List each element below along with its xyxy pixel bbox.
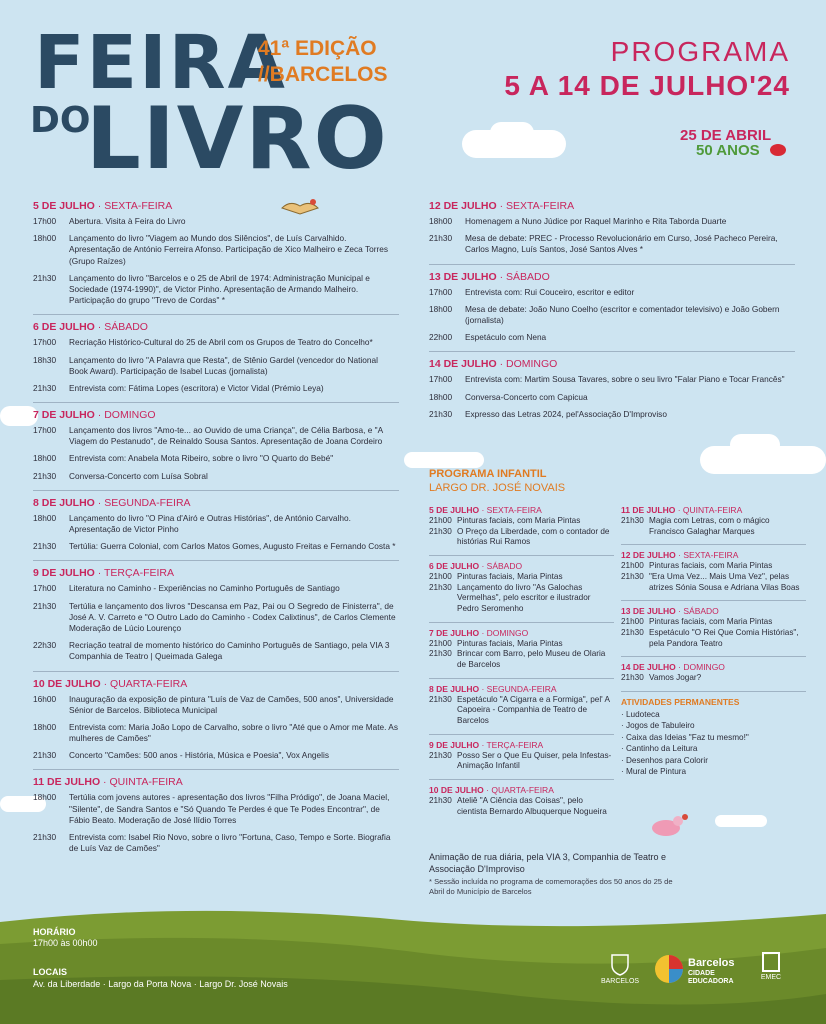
event-time: 18h00 (33, 233, 57, 244)
event-time: 21h00 (429, 571, 452, 581)
day-block (33, 678, 399, 762)
day-block (621, 606, 806, 649)
partner-barcelos-label: BARCELOS (600, 978, 640, 985)
day-block (429, 505, 614, 548)
event-time: 17h00 (33, 425, 57, 436)
day-weekday: · QUINTA-FEIRA (103, 776, 183, 789)
day-block (429, 684, 614, 727)
day-weekday: · TERÇA-FEIRA (97, 567, 175, 580)
event-time: 21h30 (621, 627, 644, 637)
event-time: 18h00 (429, 391, 453, 402)
footnote: * Sessão incluída no programa de comemorações dos 50 anos do 25 de Abril do Município de Barcelos (429, 877, 673, 897)
event-description: Entrevista com: Fátima Lopes (escritora) e Victor Vidal (Prémio Leya) (69, 382, 324, 393)
event-item (33, 471, 399, 482)
divider (33, 560, 399, 561)
program-right-column (429, 200, 795, 428)
event-item (33, 383, 399, 394)
day-date: 14 DE JULHO (621, 662, 676, 673)
day-date: 7 DE JULHO (429, 627, 480, 638)
day-weekday: · SEGUNDA-FEIRA (97, 496, 191, 509)
event-description: Homenagem a Nuno Júdice por Raquel Marinho e Rita Taborda Duarte (465, 216, 727, 226)
abril-logo-line1: 25 DE ABRIL (680, 127, 772, 144)
event-description: Ateliê "A Ciência das Coisas", pelo cientista Bernardo Albuquerque Nogueira (457, 795, 607, 816)
event-time: 21h30 (429, 649, 452, 659)
event-item (33, 832, 399, 854)
event-time: 21h30 (429, 582, 452, 592)
event-time: 21h00 (621, 561, 644, 571)
cidade-educadora-icon (654, 954, 684, 984)
event-time: 22h00 (429, 332, 453, 343)
event-item (429, 287, 795, 298)
day-date: 12 DE JULHO (621, 550, 676, 561)
day-block (429, 561, 614, 615)
event-item (429, 639, 614, 650)
day-weekday: · SÁBADO (97, 321, 148, 334)
event-time: 21h30 (33, 600, 57, 611)
event-time: 21h30 (429, 526, 452, 536)
day-weekday: · DOMINGO (97, 409, 156, 422)
event-time: 21h30 (621, 673, 644, 683)
day-weekday: · DOMINGO (499, 358, 558, 371)
day-date: 11 DE JULHO (33, 776, 101, 789)
green-ground-decoration (0, 884, 826, 1024)
horario-label: HORÁRIO (33, 927, 76, 937)
permanent-activity-item: · Mural de Pintura (621, 767, 687, 777)
day-weekday: · SÁBADO (678, 606, 719, 617)
event-item (33, 355, 399, 377)
day-block (33, 409, 399, 482)
municipal-crest-icon (609, 952, 631, 976)
event-time: 18h00 (33, 512, 57, 523)
event-description: Tertúlia e lançamento dos livros "Descansa em Paz, Pai ou O Segredo de Finisterra", de José A. V. Carreto e "O Outro Lado do Caminho - Codex Calixtinus", de Carlos Clemente Moderação de Lúcio Lourenço (69, 600, 396, 633)
day-block (33, 321, 399, 394)
event-time: 21h30 (33, 470, 57, 481)
event-time: 17h00 (429, 374, 453, 385)
event-item (33, 640, 399, 662)
day-heading (429, 628, 614, 638)
event-item (33, 792, 399, 826)
divider (621, 600, 806, 601)
permanent-activities-title: ATIVIDADES PERMANENTES (621, 696, 740, 707)
event-description: Vamos Jogar? (649, 673, 702, 683)
event-description: Tertúlia com jovens autores - apresentação dos livros "Filha Pródigo", de Joana Maciel, "Silente", de Sandra Santos e "Só Quando Te Perdes é que Te Podes Encontrar", de Fábio Beato. Moderação de José Ilídio Torres (69, 792, 390, 825)
partner-cidade-line3: EDUCADORA (688, 978, 734, 985)
divider (429, 264, 795, 265)
event-description: Espetáculo "A Cigarra e a Formiga", pel' A Capoeira - Companhia de Teatro de Barcelos (457, 694, 610, 725)
event-item (621, 673, 806, 684)
event-description: Abertura. Visita à Feira do Livro (69, 216, 186, 226)
event-description: Entrevista com: Anabela Mota Ribeiro, sobre o livro "O Quarto do Bebé" (69, 453, 334, 464)
event-description: Lançamento dos livros "Amo-te... ao Ouvido de uma Criança", de Célia Barbosa, e "A Viagem do Pestanudo", de Reinaldo Sousa Santos. Apresentação de Joana Cordeiro (69, 425, 383, 447)
day-heading (621, 550, 806, 560)
event-item (429, 233, 795, 255)
divider (429, 622, 614, 623)
event-time: 16h00 (33, 693, 57, 704)
event-description: Conversa-Concerto com Luísa Sobral (69, 470, 208, 481)
event-time: 21h30 (429, 694, 452, 704)
divider (33, 314, 399, 315)
event-time: 21h30 (621, 516, 644, 525)
day-heading (429, 561, 614, 571)
divider (429, 734, 614, 735)
event-time: 21h30 (429, 408, 453, 419)
day-block (429, 740, 614, 772)
day-heading (429, 358, 795, 370)
day-block (33, 776, 399, 854)
event-time: 21h30 (429, 233, 453, 244)
event-description: Lançamento do livro "As Galochas Vermelhas", pelo escritor e ilustrador Pedro Seromenho (457, 582, 591, 613)
barcelos-municipality-logo (596, 952, 644, 985)
day-heading (429, 200, 795, 212)
divider (621, 544, 806, 545)
day-date: 8 DE JULHO (33, 496, 95, 509)
event-time: 21h30 (33, 382, 57, 393)
event-description: Lançamento do livro "O Pina d'Airó e Outras Histórias", de António Carvalho. Apresentação de Victor Pinho (69, 512, 351, 534)
event-description: Espetáculo "O Rei Que Comia Histórias", pela Pandora Teatro (649, 627, 799, 648)
edition-label: 41ª EDIÇÃO (258, 37, 377, 60)
day-weekday: · QUARTA-FEIRA (486, 784, 554, 795)
cloud-decoration (715, 815, 767, 827)
permanent-activity-item: · Ludoteca (621, 709, 660, 719)
event-time: 21h30 (33, 272, 57, 283)
permanent-activity-item: · Desenhos para Colorir (621, 755, 708, 765)
permanent-activity-item: · Jogos de Tabuleiro (621, 721, 695, 731)
day-block (33, 567, 399, 662)
event-item (429, 374, 795, 385)
horario-value: 17h00 às 00h00 (33, 938, 98, 948)
cloud-decoration (730, 434, 780, 456)
event-description: Lançamento do livro "A Palavra que Resta", de Stênio Gardel (vencedor do National Book Award). Participação de Isabel Lucas (jornalista) (69, 354, 378, 376)
divider (429, 678, 614, 679)
day-block (429, 200, 795, 256)
event-time: 18h00 (429, 216, 453, 226)
program-left-column (33, 200, 399, 862)
event-description: Tertúlia: Guerra Colonial, com Carlos Matos Gomes, Augusto Freitas e Fernando Costa * (69, 541, 396, 552)
event-item (33, 513, 399, 535)
event-item (429, 392, 795, 403)
event-description: Expresso das Letras 2024, pel'Associação D'Improviso (465, 408, 667, 419)
edition-location: //BARCELOS (258, 63, 388, 87)
locais-label: LOCAIS (33, 967, 68, 977)
abril-logo-line2: 50 ANOS (696, 142, 760, 159)
event-description: Entrevista com: Maria João Lopo de Carvalho, sobre o livro "Até que o Amor me Mate. As mulheres de Camões" (69, 721, 398, 744)
edition-block (258, 36, 388, 89)
event-item (429, 695, 614, 727)
day-heading (429, 740, 614, 750)
divider (429, 351, 795, 352)
event-item (621, 628, 806, 649)
day-heading (621, 606, 806, 616)
event-item (429, 527, 614, 548)
locais-value: Av. da Liberdade · Largo da Porta Nova · Largo Dr. José Novais (33, 979, 288, 989)
event-time: 21h30 (621, 571, 644, 581)
event-description: Magia com Letras, com o mágico Francisco Galaghar Marques (649, 516, 770, 536)
event-description: Pinturas faciais, Maria Pintas (457, 638, 563, 648)
divider (33, 490, 399, 491)
day-weekday: · SEGUNDA-FEIRA (481, 683, 557, 694)
event-time: 21h30 (429, 795, 452, 805)
event-item (429, 332, 795, 343)
infantil-column-a (429, 505, 614, 824)
event-description: Pinturas faciais, Maria Pintas (457, 571, 563, 581)
partner-cidade-line2: CIDADE (688, 970, 715, 977)
event-description: Posso Ser o Que Eu Quiser, pela Infestas-Animação Infantil (457, 750, 612, 771)
day-date: 11 DE JULHO (621, 505, 676, 515)
event-description: Mesa de debate: João Nuno Coelho (escritor e comentador televisivo) e João Gobern (jornalista) (465, 303, 780, 325)
event-item (429, 572, 614, 583)
day-heading (429, 271, 795, 283)
day-block (33, 497, 399, 553)
divider (429, 779, 614, 780)
carnation-icon (770, 144, 786, 156)
day-date: 10 DE JULHO (429, 784, 484, 795)
partner-cidade-line1: Barcelos (688, 957, 735, 969)
day-weekday: · SÁBADO (499, 270, 550, 283)
event-description: Inauguração da exposição de pintura "Luís de Vaz de Camões, 500 anos", Universidade Sénior de Barcelos. Biblioteca Municipal (69, 693, 394, 715)
day-weekday: · SEXTA-FEIRA (499, 200, 575, 212)
day-block (429, 628, 614, 671)
logo-title-feira: FEIRA (34, 20, 287, 106)
day-weekday: · SEXTA-FEIRA (97, 200, 173, 212)
event-item (33, 541, 399, 552)
day-heading (33, 678, 399, 690)
event-time: 21h00 (429, 638, 452, 648)
day-heading (621, 505, 806, 515)
event-time: 18h00 (33, 792, 57, 803)
event-time: 21h00 (621, 617, 644, 627)
divider (33, 671, 399, 672)
cloud-decoration (490, 122, 534, 144)
logo-title-livro: LIVRO (86, 89, 389, 189)
logo-title-do: DO (30, 100, 91, 141)
event-time: 17h00 (33, 216, 57, 226)
day-date: 9 DE JULHO (33, 567, 95, 580)
day-date: 6 DE JULHO (429, 560, 480, 571)
event-item (33, 337, 399, 348)
event-description: Pinturas faciais, com Maria Pintas (649, 617, 773, 627)
divider (429, 555, 614, 556)
day-block (429, 785, 614, 817)
day-date: 9 DE JULHO (429, 739, 480, 750)
event-item (33, 694, 399, 716)
event-time: 17h00 (33, 337, 57, 348)
permanent-activity-item: · Caixa das Ideias "Faz tu mesmo!" (621, 732, 749, 742)
divider (621, 691, 806, 692)
infantil-column-b (621, 505, 806, 778)
event-item (33, 601, 399, 635)
street-animation-note: Animação de rua diária, pela VIA 3, Companhia de Teatro e Associação D'Improviso (429, 852, 666, 874)
programa-heading: PROGRAMA (610, 36, 790, 67)
infantil-title: PROGRAMA INFANTIL (429, 468, 547, 480)
event-time: 21h30 (33, 750, 57, 761)
event-time: 21h30 (33, 832, 57, 842)
event-item (33, 216, 399, 227)
event-description: Entrevista com: Isabel Rio Novo, sobre o livro "Fortuna, Caso, Tempo e Sorte. Biografia de Luís Vaz de Camões" (69, 832, 391, 854)
day-block (621, 505, 806, 537)
divider (621, 656, 806, 657)
book-bird-icon (648, 812, 690, 840)
day-date: 13 DE JULHO (621, 606, 676, 617)
event-item (429, 304, 795, 326)
day-weekday: · TERÇA-FEIRA (481, 739, 544, 750)
day-date: 7 DE JULHO (33, 409, 95, 422)
event-description: Entrevista com: Rui Couceiro, escritor e editor (465, 286, 635, 297)
event-time: 21h00 (429, 516, 452, 525)
event-item (429, 796, 614, 817)
day-heading (33, 409, 399, 421)
day-heading (429, 785, 614, 795)
partner-emec-label: EMEC (760, 974, 782, 981)
event-description: Entrevista com: Martim Sousa Tavares, sobre o seu livro "Falar Piano e Tocar Francês" (465, 374, 785, 385)
day-heading (33, 567, 399, 579)
day-heading (33, 776, 399, 788)
divider (33, 769, 399, 770)
event-time: 21h30 (429, 750, 452, 760)
event-description: Pinturas faciais, com Maria Pintas (457, 516, 581, 525)
event-time: 18h00 (33, 721, 57, 732)
day-heading (33, 321, 399, 333)
event-time: 22h30 (33, 640, 57, 651)
event-item (429, 409, 795, 420)
day-weekday: · DOMINGO (678, 662, 725, 673)
abril-50-logo (680, 128, 771, 158)
event-description: Literatura no Caminho - Experiências no Caminho Português de Santiago (69, 583, 340, 594)
event-description: Pinturas faciais, com Maria Pintas (649, 561, 773, 571)
day-block (429, 271, 795, 344)
day-weekday: · DOMINGO (481, 627, 529, 638)
infantil-subtitle: LARGO DR. JOSÉ NOVAIS (429, 481, 566, 494)
event-description: O Preço da Liberdade, com o contador de histórias Rui Ramos (457, 526, 610, 547)
event-item (429, 751, 614, 772)
day-heading (33, 497, 399, 509)
event-description: "Era Uma Vez... Mais Uma Vez", pelas atrizes Sónia Sousa e Adriana Vilas Boas (649, 571, 800, 592)
day-date: 6 DE JULHO (33, 321, 95, 334)
event-description: Recriação Histórico-Cultural do 25 de Abril com os Grupos de Teatro do Concelho* (69, 337, 373, 348)
day-block (429, 358, 795, 420)
event-item (429, 649, 614, 670)
day-heading (429, 684, 614, 694)
day-date: 10 DE JULHO (33, 677, 101, 690)
day-block (621, 550, 806, 593)
day-date: 5 DE JULHO (429, 505, 480, 515)
event-time: 18h30 (33, 354, 57, 365)
programa-dates: 5 A 14 DE JULHO'24 (504, 70, 790, 101)
event-item (33, 425, 399, 447)
event-item (621, 516, 806, 537)
event-time: 18h00 (429, 303, 453, 314)
event-description: Recriação teatral de momento histórico do Caminho Português de Santiago, pela VIA 3 Companhia de Teatro | Queimada Galega (69, 640, 390, 662)
infantil-heading (429, 468, 565, 496)
emec-icon (762, 952, 780, 972)
day-date: 13 DE JULHO (429, 270, 497, 283)
event-description: Mesa de debate: PREC - Processo Revolucionário em Curso, José Pacheco Pereira, Carlos Magno, Luís Santos, José Santos Alves * (465, 233, 778, 255)
emec-logo (756, 952, 786, 981)
event-time: 17h00 (33, 583, 57, 594)
day-weekday: · QUARTA-FEIRA (103, 677, 188, 690)
event-item (33, 233, 399, 267)
event-item (33, 583, 399, 594)
day-heading (621, 662, 806, 672)
day-date: 8 DE JULHO (429, 683, 480, 694)
event-item (429, 216, 795, 227)
event-time: 17h00 (429, 286, 453, 297)
day-block (621, 662, 806, 684)
event-item (33, 750, 399, 761)
day-weekday: · SEXTA-FEIRA (678, 550, 739, 561)
event-time: 18h00 (33, 453, 57, 464)
day-date: 14 DE JULHO (429, 358, 497, 371)
day-heading (33, 200, 399, 212)
day-date: 5 DE JULHO (33, 200, 95, 212)
day-weekday: · QUINTA-FEIRA (677, 505, 743, 515)
event-item (33, 453, 399, 464)
event-item (621, 572, 806, 593)
day-heading (429, 505, 614, 515)
event-description: Conversa-Concerto com Capicua (465, 391, 588, 402)
day-date: 12 DE JULHO (429, 200, 497, 212)
cloud-decoration (404, 452, 484, 468)
event-item (429, 583, 614, 615)
day-weekday: · SÁBADO (481, 560, 523, 571)
event-description: Lançamento do livro "Barcelos e o 25 de Abril de 1974: Administração Municipal e Sociedade (1974-1990)", de Victor Pinho. Apresentação de Armando Malheiro. Participação do grupo "Trevo de Cordas" * (69, 272, 370, 306)
event-item (621, 617, 806, 628)
event-description: Espetáculo com Nena (465, 332, 547, 343)
event-item (621, 561, 806, 572)
day-weekday: · SEXTA-FEIRA (481, 505, 542, 515)
event-time: 21h30 (33, 541, 57, 552)
day-block (33, 200, 399, 306)
event-description: Lançamento do livro "Viagem ao Mundo dos Silêncios", de Luís Carvalhido. Apresentação de António Ferreira Afonso. Participação de Xico Malheiro e Zeca Torres (Grupo Raízes) (69, 233, 388, 266)
event-description: Concerto "Camões: 500 anos - História, Música e Poesia", Vox Angelis (69, 750, 329, 761)
event-description: Brincar com Barro, pelo Museu de Olaria de Barcelos (457, 649, 606, 669)
event-item (33, 273, 399, 307)
event-item (33, 722, 399, 744)
permanent-activity-item: · Cantinho da Leitura (621, 744, 698, 754)
divider (33, 402, 399, 403)
event-item (429, 516, 614, 527)
